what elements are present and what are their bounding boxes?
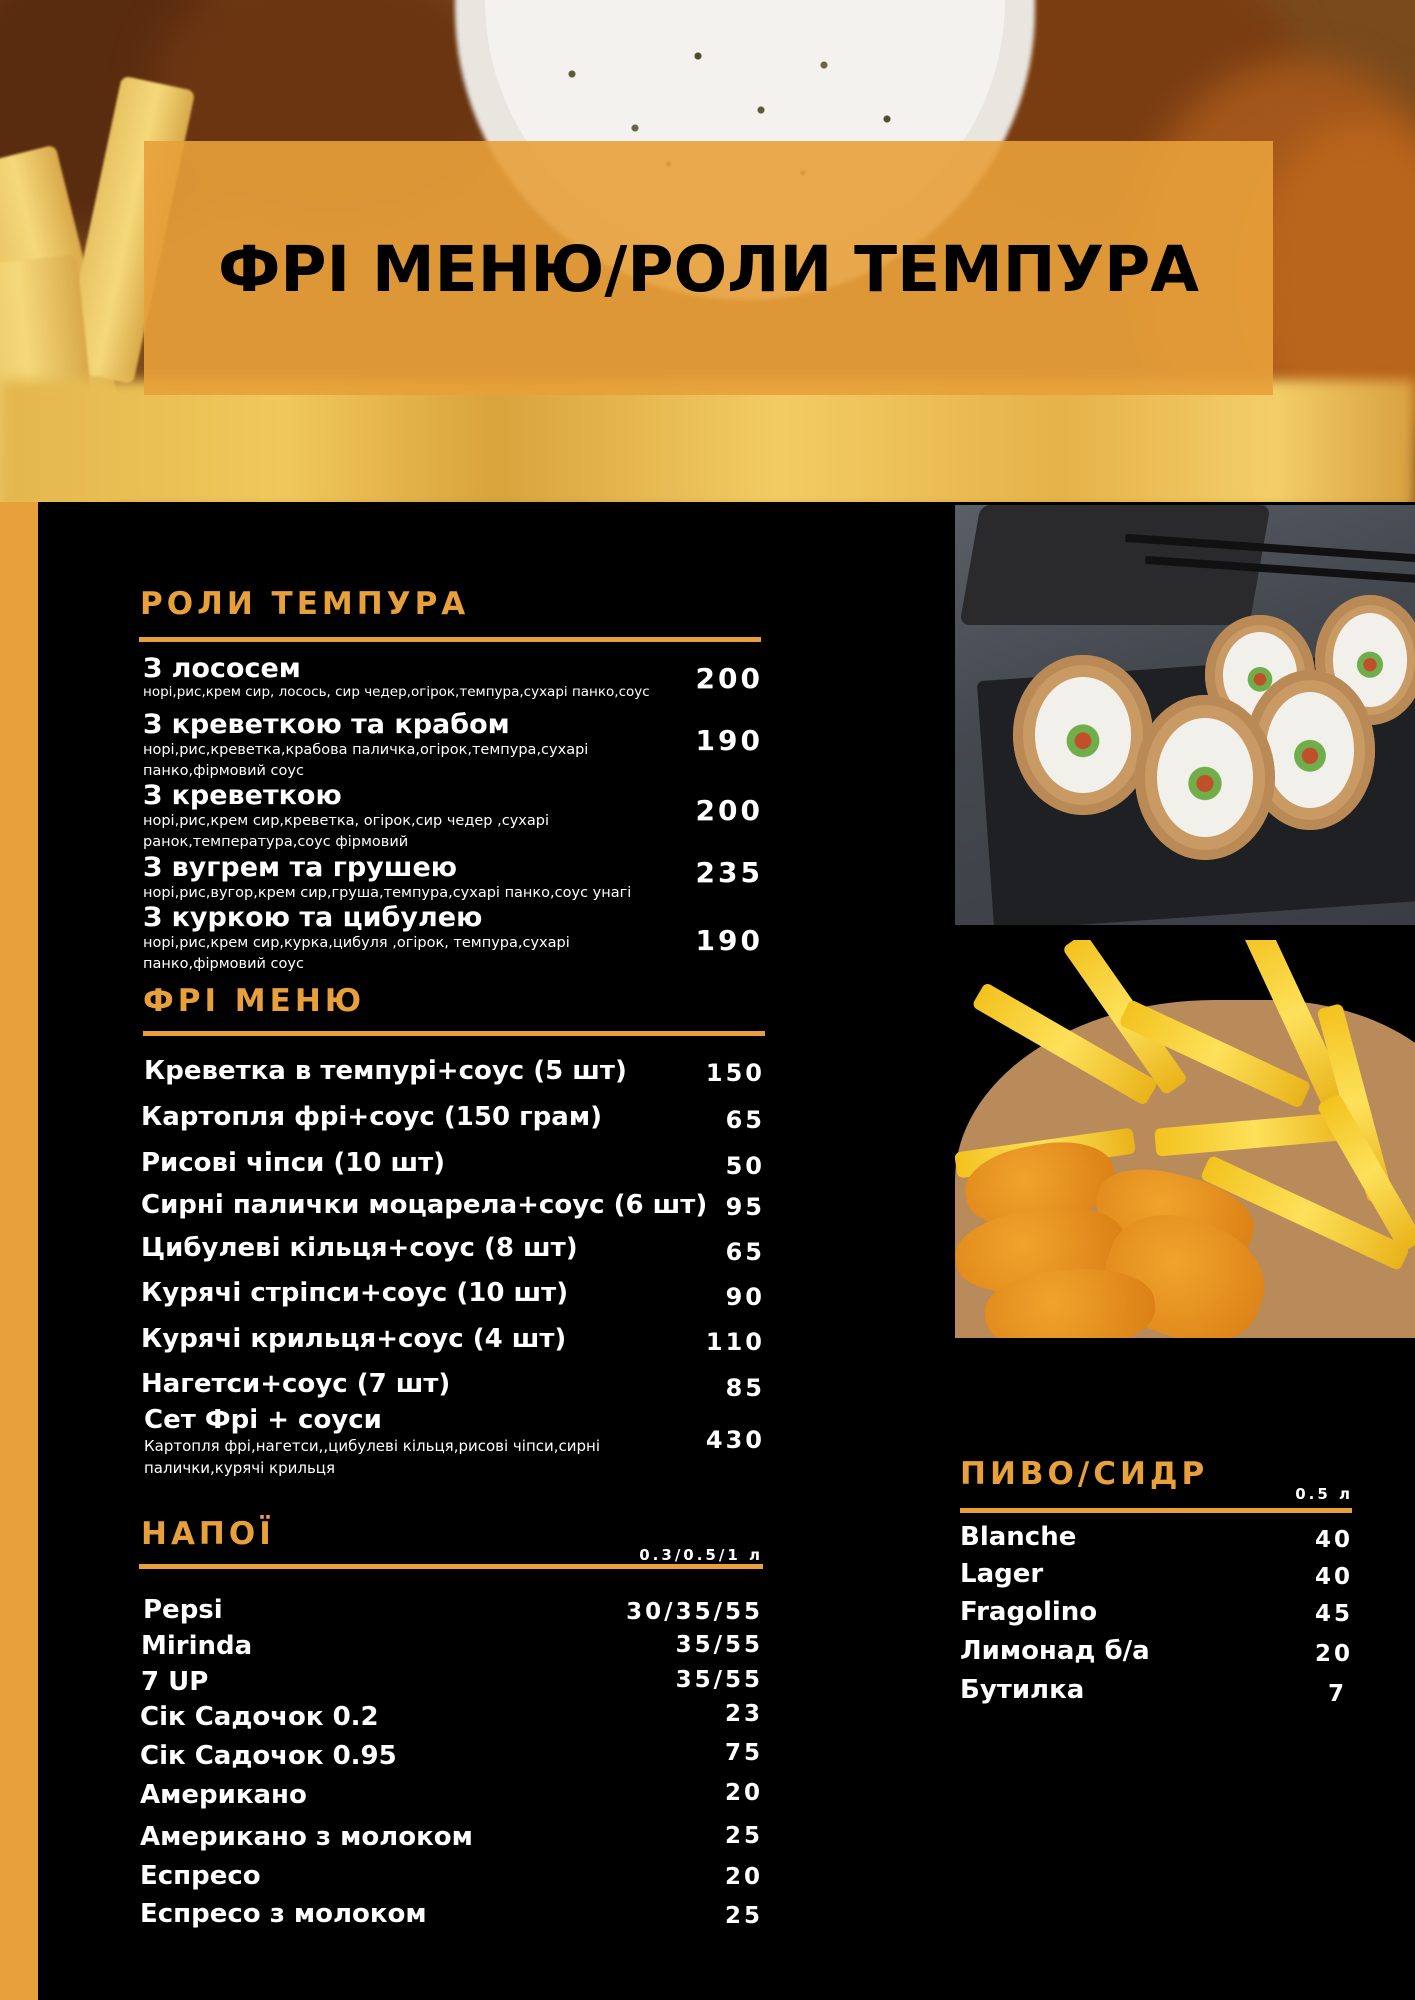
volume-label: 0.5 л (1295, 1485, 1353, 1503)
item-price: 150 (705, 1059, 765, 1087)
item-description: Картопля фрі,нагетси,,цибулеві кільця,рисові чіпси,сирні палички,курячі крильця (144, 1437, 601, 1477)
item-price: 45 (1314, 1601, 1353, 1627)
menu-item (141, 1631, 252, 1661)
item-price: 190 (695, 724, 763, 757)
item-price: 20 (724, 1864, 763, 1890)
tempura-rolls-photo (955, 505, 1415, 925)
page-title: ФРІ МЕНЮ/РОЛИ ТЕМПУРА (217, 232, 1200, 306)
menu-item (140, 1899, 427, 1929)
item-price: 35/55 (675, 1667, 763, 1693)
fries-image (0, 380, 1415, 502)
item-name: Курячі крильця+соус (4 шт) (141, 1324, 567, 1354)
item-price: 200 (695, 662, 763, 695)
item-price: 75 (724, 1740, 763, 1766)
roll-image (1013, 655, 1153, 815)
menu-item (141, 1190, 707, 1220)
section-title-beer: ПИВО/СИДР (960, 1456, 1209, 1492)
menu-item (141, 1278, 568, 1308)
item-name: Сік Садочок 0.95 (140, 1741, 397, 1771)
menu-item (960, 1559, 1043, 1589)
item-description: норі,рис,крем сир,курка,цибуля ,огірок, темпура,сухарі панко,фірмовий соус (143, 935, 570, 972)
menu-item (143, 781, 613, 853)
item-price: 30/35/55 (626, 1599, 763, 1625)
section-title-rolls: РОЛИ ТЕМПУРА (140, 586, 470, 622)
section-rule (139, 637, 761, 642)
menu-item (960, 1675, 1084, 1705)
item-price: 40 (1314, 1527, 1353, 1553)
section-rule (139, 1564, 763, 1569)
section-rule (960, 1508, 1352, 1513)
item-name: Нагетси+соус (7 шт) (141, 1369, 451, 1399)
menu-item (143, 1595, 223, 1625)
menu-item (140, 1741, 397, 1771)
item-description: норі,рис,вугор,крем сир,груша,темпура,сухарі панко,соус унагі (143, 885, 632, 901)
item-name: З куркою та цибулею (143, 902, 483, 933)
menu-item (141, 1324, 566, 1354)
item-name: З вугрем та грушею (143, 852, 458, 883)
item-name: Лимонад б/а (960, 1636, 1150, 1666)
item-price: 200 (695, 794, 763, 827)
volume-label: 0.3/0.5/1 л (639, 1546, 763, 1564)
item-name: 7 UP (141, 1667, 209, 1697)
menu-item (140, 1702, 379, 1732)
menu-item (960, 1597, 1097, 1627)
item-description: норі,рис,крем сир, лосось, сир чедер,огірок,темпура,сухарі панко,соус (143, 684, 650, 700)
item-price: 25 (724, 1903, 763, 1929)
menu-item (141, 1667, 208, 1697)
item-name: Blanche (960, 1522, 1077, 1552)
section-title-drinks: НАПОЇ (141, 1516, 275, 1552)
item-price: 25 (724, 1823, 763, 1849)
menu-item (143, 853, 703, 904)
item-name: Курячі стріпси+соус (10 шт) (141, 1278, 569, 1308)
menu-item (143, 710, 643, 782)
menu-item (141, 1233, 578, 1263)
menu-item (141, 1102, 602, 1132)
item-price: 85 (725, 1374, 765, 1402)
item-name: З креветкою (143, 780, 342, 811)
item-name: Рисові чіпси (10 шт) (141, 1148, 446, 1178)
menu-item (143, 903, 623, 975)
item-name: З креветкою та крабом (143, 709, 510, 740)
item-price: 95 (725, 1193, 765, 1221)
roll-image (1135, 695, 1275, 860)
menu-item (140, 1861, 261, 1891)
item-name: Американо з молоком (140, 1822, 473, 1852)
menu-item (141, 1369, 450, 1399)
item-name: Lager (960, 1559, 1044, 1589)
menu-item (144, 1056, 627, 1086)
item-name: Еспресо (140, 1861, 261, 1891)
item-name: Бутилка (960, 1675, 1085, 1705)
item-description: норі,рис,креветка,крабова паличка,огірок,темпура,сухарі панко,фірмовий соус (143, 742, 589, 779)
item-name: Креветка в темпурі+соус (5 шт) (144, 1056, 627, 1086)
item-price: 20 (1314, 1641, 1353, 1667)
item-name: Еспресо з молоком (140, 1899, 427, 1929)
item-price: 23 (724, 1701, 763, 1727)
item-name: Сирні палички моцарела+соус (6 шт) (141, 1190, 708, 1220)
item-name: Американо (140, 1780, 307, 1810)
item-name: Mirinda (141, 1631, 253, 1661)
hero-photo (0, 0, 1415, 502)
item-price: 40 (1314, 1564, 1353, 1590)
accent-strip (0, 502, 38, 2000)
item-price: 50 (725, 1152, 765, 1180)
menu-item (140, 1822, 473, 1852)
item-price: 430 (705, 1426, 765, 1454)
section-rule (143, 1031, 765, 1036)
item-name: Цибулеві кільця+соус (8 шт) (141, 1233, 578, 1263)
item-name: З лососем (143, 653, 301, 684)
fries-nuggets-photo (955, 940, 1415, 1338)
item-name: Сік Садочок 0.2 (140, 1702, 379, 1732)
item-price: 7 (1327, 1681, 1347, 1707)
title-banner (144, 141, 1273, 395)
menu-item (960, 1636, 1150, 1666)
section-title-fri: ФРІ МЕНЮ (143, 983, 366, 1019)
menu-item (960, 1522, 1076, 1552)
item-name: Картопля фрі+соус (150 грам) (141, 1102, 602, 1132)
menu-item (144, 1405, 644, 1479)
item-price: 35/55 (675, 1632, 763, 1658)
item-name: Fragolino (960, 1597, 1098, 1627)
item-name: Pepsi (143, 1595, 223, 1625)
menu-item (141, 1148, 445, 1178)
item-price: 65 (725, 1106, 765, 1134)
item-price: 190 (695, 924, 763, 957)
item-price: 90 (725, 1283, 765, 1311)
item-name: Сет Фрі + соуси (144, 1405, 382, 1435)
menu-item (140, 1780, 307, 1810)
item-price: 65 (725, 1238, 765, 1266)
item-price: 235 (695, 856, 763, 889)
item-description: норі,рис,крем сир,креветка, огірок,сир чедер ,сухарі ранок,температура,соус фірмовий (143, 813, 549, 850)
item-price: 110 (705, 1328, 765, 1356)
item-price: 20 (724, 1780, 763, 1806)
